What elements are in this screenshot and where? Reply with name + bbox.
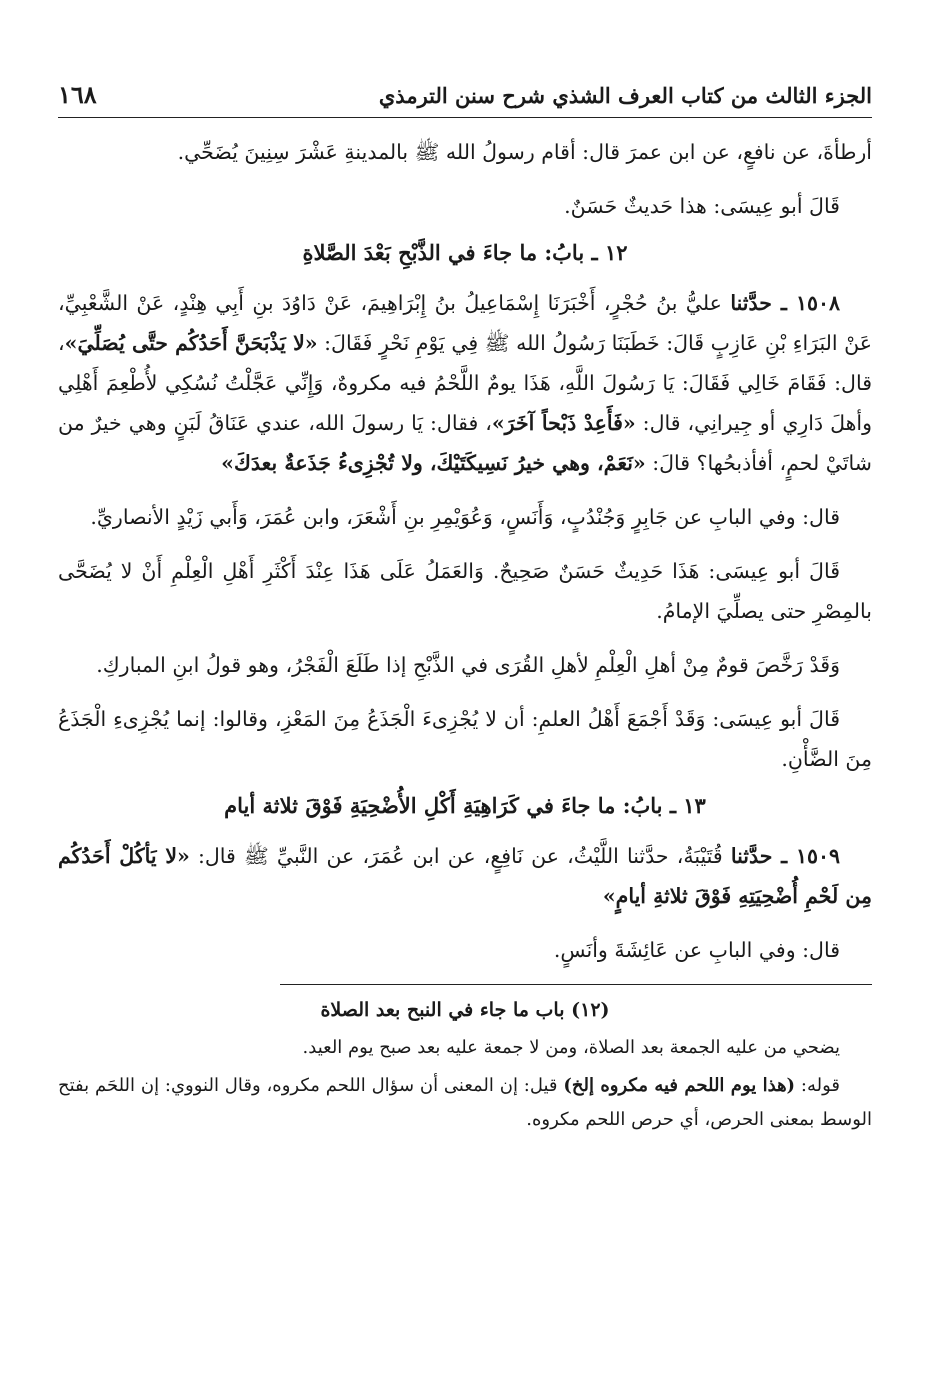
running-header bbox=[58, 80, 872, 118]
footnote-paragraph: يضحي من عليه الجمعة بعد الصلاة، ومن لا جمعة عليه بعد صبح يوم العيد. bbox=[302, 1037, 840, 1058]
chapter-12-title: ١٢ ـ بابُ: ما جاءَ في الذَّبْحِ بَعْدَ الصَّلاةِ bbox=[302, 240, 628, 265]
footnote-divider bbox=[280, 984, 872, 985]
footnote-text: قوله: bbox=[795, 1075, 841, 1096]
paragraph-continuation: أرطأةَ، عن نافعٍ، عن ابن عمرَ قال: أقام رسولُ الله ﷺ بالمدينةِ عَشْرَ سِنِينَ يُضَحِّي. bbox=[177, 140, 872, 164]
paragraph-fil-bab: قال: وفي البابِ عن جَابِرٍ وَجُنْدُبٍ، وَأَنَسٍ، وَعُوَيْمِرِ بنِ أَشْعَرَ، وابن عُمَرَ، وَأَبي زَيْدٍ الأنصاريِّ. bbox=[90, 505, 840, 529]
hadith-1509 bbox=[58, 836, 872, 916]
footnote-title: (١٢) باب ما جاء في النبح بعد الصلاة bbox=[320, 999, 610, 1021]
paragraph-abu-isa-amal: قَالَ أبو عِيسَى: هَذَا حَدِيثٌ حَسَنٌ صَحِيحٌ. وَالعَمَلُ عَلَى هَذَا عِنْدَ أَكْثَرِ أَهْلِ الْعِلْمِ أَنْ لا يُضَحَّى بالمِصْرِ حتى يصلِّيَ الإمامُ. bbox=[58, 559, 872, 623]
chapter-13-title: ١٣ ـ بابُ: ما جاءَ في كَرَاهِيَةِ أَكْلِ الأُضْحِيَةِ فَوْقَ ثلاثة أيام bbox=[224, 793, 706, 818]
hadith-1508 bbox=[58, 283, 872, 483]
paragraph-abu-isa-grading: قَالَ أبو عِيسَى: هذا حَديثٌ حَسَنٌ. bbox=[564, 194, 840, 218]
page-number: ١٦٨ bbox=[58, 80, 97, 109]
footnote-quote: (هذا يوم اللحم فيه مكروه إلخ) bbox=[563, 1075, 796, 1096]
hadith-number: ١٥٠٨ ـ حدَّثنا bbox=[730, 291, 841, 315]
hadith-quote: «لا يَذْبَحَنَّ أَحَدُكُم حتَّى يُصَلِّيَ» bbox=[64, 331, 318, 355]
hadith-quote: «نَعَمْ، وهي خيرُ نَسِيكَتَيْكَ، ولا تُجْزِىءُ جَذَعةٌ بعدَكَ» bbox=[221, 451, 646, 475]
footnote-text: قيل: إن المعنى أن سؤال اللحم مكروه، وقال النووي: إن اللحَم بفتح الوسط بمعنى الحرص، أي حرص اللحم مكروه. bbox=[58, 1075, 872, 1130]
hadith-number: ١٥٠٩ ـ حدَّثنا bbox=[730, 844, 840, 868]
paragraph-rukhsa: وَقَدْ رَخَّصَ قومٌ مِنْ أهلِ الْعِلْمِ لأهلِ القُرَى في الذَّبْحِ إذا طَلَعَ الْفَجْرُ، وهو قولُ ابنِ المباركِ. bbox=[96, 653, 840, 677]
hadith-quote: «لا يَأكُلْ أَحَدُكُم مِن لَحْمِ أُضْحِيَتِهِ فَوْقَ ثلاثةِ أيامٍ» bbox=[58, 844, 872, 908]
book-page bbox=[58, 80, 872, 1141]
hadith-quote: «فَأَعِدْ ذَبْحاً آخَرَ» bbox=[491, 411, 636, 435]
hadith-text: ، قال: فَقَامَ خَالِي فَقَالَ: يَا رَسُولَ اللَّهِ، هَذَا يومٌ اللَّحْمُ فيه مكروهٌ، وَإِنِّي عَجَّلْتُ نُسُكِي لأُطْعِمَ أَهْلِي وأهلَ دَارِي أو جِيرانِي، قال: bbox=[58, 331, 873, 435]
paragraph-fil-bab-2: قال: وفي البابِ عن عَائِشَةَ وأنَسٍ. bbox=[553, 938, 840, 962]
running-title: الجزء الثالث من كتاب العرف الشذي شرح سنن الترمذي bbox=[378, 83, 872, 108]
hadith-text: ، فقال: يَا رسولَ الله، عندي عَنَاقُ لَبَنٍ وهي خيرٌ من شاتَيْ لحمٍ، أفأذبحُها؟ قالَ: bbox=[58, 411, 872, 475]
footnote-paragraph bbox=[58, 1069, 872, 1137]
paragraph-ijma: قَالَ أبو عِيسَى: وَقَدْ أَجْمَعَ أَهْلُ العلمِ: أن لا يُجْزِىءَ الْجَذَعُ مِنَ المَعْزِ، وقالوا: إنما يُجْزِىءِ الْجَذَعُ مِنَ الضَّأْنِ. bbox=[58, 707, 872, 771]
hadith-text: عليُّ بنُ حُجْرٍ، أَخْبَرَنَا إِسْمَاعِيلُ بنُ إِبْرَاهِيمَ، عَنْ دَاوُدَ بنِ أَبِي هِنْدٍ، عَنْ الشَّعْبِيِّ، عَنْ البَرَاءِ بْنِ عَازِبٍ قَالَ: خَطَبَنَا رَسُولُ الله ﷺ فِي يَوْمِ نَحْرٍ فَقَالَ: bbox=[58, 291, 872, 355]
hadith-text: قُتَيْبَةُ، حدَّثنا اللَّيْثُ، عن نَافِعٍ، عن ابن عُمَرَ، عن النَّبيِّ ﷺ قال: bbox=[189, 844, 731, 868]
